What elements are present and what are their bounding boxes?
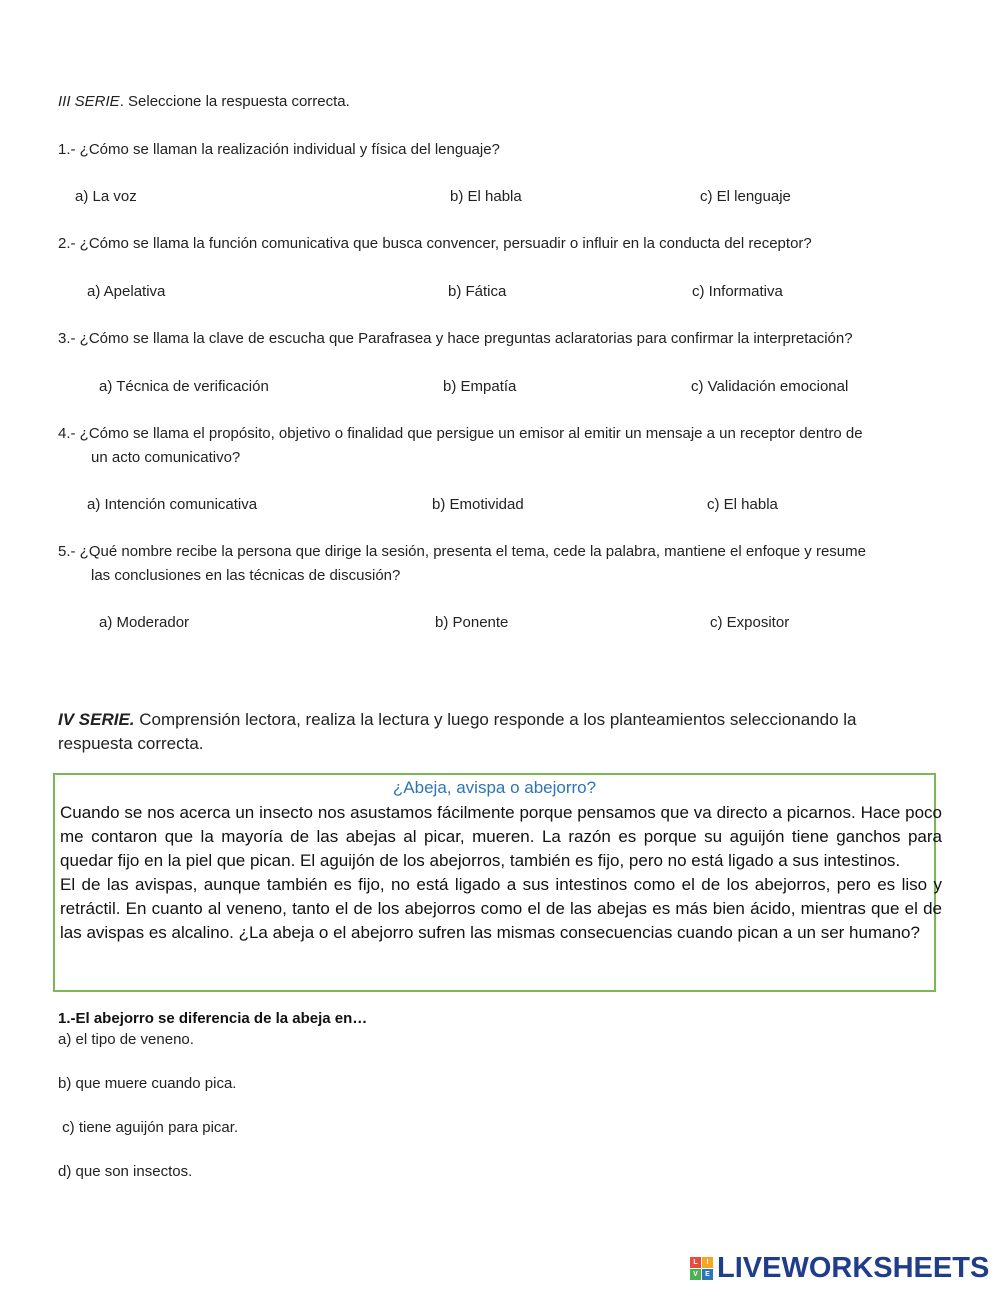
logo-block-i: I <box>702 1257 713 1268</box>
q1-option-c[interactable]: c) El lenguaje <box>700 188 791 205</box>
s4q1-option-b[interactable]: b) que muere cuando pica. <box>58 1075 237 1092</box>
q1-option-b[interactable]: b) El habla <box>450 188 522 205</box>
serie4-question-1: 1.-El abejorro se diferencia de la abeja en… <box>58 1010 368 1027</box>
logo-block-l: L <box>690 1257 701 1268</box>
serie4-header <box>58 710 857 730</box>
serie3-question-1: 1.- ¿Cómo se llaman la realización individual y física del lenguaje? <box>58 141 500 158</box>
q5-option-a[interactable]: a) Moderador <box>99 614 190 631</box>
serie3-label: III SERIE <box>58 93 120 110</box>
logo-blocks-icon <box>690 1257 713 1280</box>
serie4-label: IV SERIE. <box>58 710 135 729</box>
serie3-question-3: 3.- ¿Cómo se llama la clave de escucha que Parafrasea y hace preguntas aclaratorias para confirmar la interpretación? <box>58 330 853 347</box>
q2-option-b[interactable]: b) Fática <box>448 283 507 300</box>
s4q1-option-d[interactable]: d) que son insectos. <box>58 1163 193 1180</box>
q4-option-a[interactable]: a) Intención comunicativa <box>87 496 258 513</box>
q2-option-c[interactable]: c) Informativa <box>692 283 783 300</box>
serie3-question-5-line1: 5.- ¿Qué nombre recibe la persona que dirige la sesión, presenta el tema, cede la palabra, mantiene el enfoque y resume <box>58 543 866 560</box>
serie3-question-4-line2: un acto comunicativo? <box>91 449 241 466</box>
q1-option-a[interactable]: a) La voz <box>75 188 137 205</box>
q5-option-b[interactable]: b) Ponente <box>435 614 509 631</box>
q3-option-a[interactable]: a) Técnica de verificación <box>99 378 269 395</box>
s4q1-option-c[interactable]: c) tiene aguijón para picar. <box>58 1119 239 1136</box>
passage-title: ¿Abeja, avispa o abejorro? <box>392 778 597 797</box>
q5-option-c[interactable]: c) Expositor <box>710 614 790 631</box>
serie3-instruction: . Seleccione la respuesta correcta. <box>119 93 350 110</box>
passage-paragraph-1: Cuando se nos acerca un insecto nos asustamos fácilmente porque pensamos que va directo a picarnos. Hace poco me contaron que la mayoría de las abejas al picar, mueren. La razón es porque su aguijón tiene ganchos para quedar fijo en la piel que pican. El aguijón de los abejorros, también es fijo, pero no está ligado a sus intestinos. <box>60 803 942 870</box>
passage-body <box>60 801 942 945</box>
logo-text: LIVEWORKSHEETS <box>717 1251 990 1284</box>
q3-option-c[interactable]: c) Validación emocional <box>691 378 849 395</box>
logo-block-v: V <box>690 1269 701 1280</box>
q3-option-b[interactable]: b) Empatía <box>443 378 517 395</box>
serie3-question-5-line2: las conclusiones en las técnicas de discusión? <box>91 567 401 584</box>
serie3-header <box>58 93 350 110</box>
logo-block-e: E <box>702 1269 713 1280</box>
q2-option-a[interactable]: a) Apelativa <box>87 283 166 300</box>
reading-passage-box <box>53 773 942 992</box>
serie3-question-4-line1: 4.- ¿Cómo se llama el propósito, objetivo o finalidad que persigue un emisor al emitir un mensaje a un receptor dentro de <box>58 425 863 442</box>
serie4-instruction-line2: respuesta correcta. <box>58 734 204 753</box>
liveworksheets-logo[interactable] <box>690 1250 989 1286</box>
serie4-instruction-line1: Comprensión lectora, realiza la lectura y luego responde a los planteamientos seleccionando la <box>134 710 857 729</box>
q4-option-b[interactable]: b) Emotividad <box>432 496 524 513</box>
s4q1-option-a[interactable]: a) el tipo de veneno. <box>58 1031 194 1048</box>
serie3-question-2: 2.- ¿Cómo se llama la función comunicativa que busca convencer, persuadir o influir en la conducta del receptor? <box>58 235 812 252</box>
q4-option-c[interactable]: c) El habla <box>707 496 778 513</box>
passage-paragraph-2: El de las avispas, aunque también es fijo, no está ligado a sus intestinos como el de los abejorros, pero es liso y retráctil. En cuanto al veneno, tanto el de los abejorros como el de las abejas es más bien ácido, mientras que el de las avispas es alcalino. ¿La abeja o el abejorro sufren las mismas consecuencias cuando pican a un ser humano? <box>60 875 942 942</box>
